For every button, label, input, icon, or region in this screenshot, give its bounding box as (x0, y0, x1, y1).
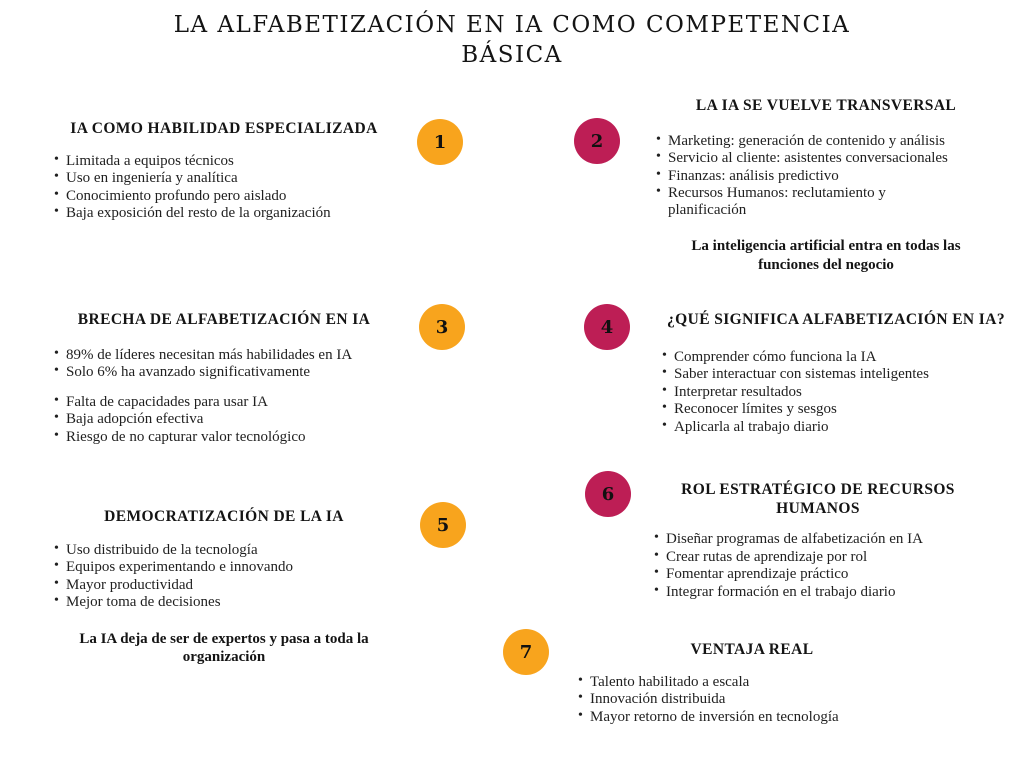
bullet-item: • Baja exposición del resto de la organización (54, 205, 400, 222)
section-heading: ROL ESTRATÉGICO DE RECURSOS HUMANOS (681, 481, 955, 517)
section-que-significa-alfabetizacion (656, 311, 1016, 436)
bullet-item: • Saber interactuar con sistemas inteligentes (662, 366, 1016, 383)
bullet-item: • Crear rutas de aprendizaje por rol (654, 549, 988, 566)
bullet-list (650, 133, 1002, 219)
bullet-item: • Conocimiento profundo pero aislado (54, 188, 400, 205)
page-title: LA ALFABETIZACIÓN EN IA COMO COMPETENCIA BÁSICA (173, 12, 851, 69)
bullet-item: • Uso en ingeniería y analítica (54, 170, 400, 187)
step-badge-5 (420, 502, 466, 548)
bullet-item: • Integrar formación en el trabajo diario (654, 584, 988, 601)
bullet-item: • Comprender cómo funciona la IA (662, 349, 1016, 366)
section-brecha-alfabetizacion (48, 311, 400, 446)
bullet-list (48, 153, 400, 222)
step-badge-3 (419, 304, 465, 350)
step-badge-2 (574, 118, 620, 164)
section-footer-note: La IA deja de ser de expertos y pasa a toda la organización (79, 630, 369, 666)
bullet-item: • Riesgo de no capturar valor tecnológico (54, 429, 400, 446)
step-badge-1 (417, 119, 463, 165)
section-heading: IA COMO HABILIDAD ESPECIALIZADA (70, 120, 378, 137)
bullet-item: • Recursos Humanos: reclutamiento y planificación (656, 185, 916, 218)
bullet-list (656, 349, 1016, 436)
section-ventaja-real (572, 641, 932, 726)
bullet-item: • Fomentar aprendizaje práctico (654, 566, 988, 583)
bullet-item: • Falta de capacidades para usar IA (54, 394, 400, 411)
step-badge-7 (503, 629, 549, 675)
bullet-item: • Equipos experimentando e innovando (54, 559, 400, 576)
bullet-list (48, 542, 400, 611)
step-number: 1 (433, 131, 447, 153)
bullet-item: • Interpretar resultados (662, 384, 1016, 401)
section-heading: ¿QUÉ SIGNIFICA ALFABETIZACIÓN EN IA? (667, 311, 1005, 328)
section-footer-note: La inteligencia artificial entra en todas las funciones del negocio (691, 238, 961, 273)
section-democratizacion-ia (48, 508, 400, 667)
step-number: 7 (519, 641, 533, 663)
step-number: 4 (600, 316, 614, 338)
bullet-list (648, 531, 988, 600)
bullet-item: • Finanzas: análisis predictivo (656, 168, 1002, 185)
bullet-item: • Aplicarla al trabajo diario (662, 419, 1016, 436)
section-ia-habilidad-especializada (48, 120, 400, 223)
bullet-item: • Mayor retorno de inversión en tecnología (578, 709, 932, 726)
bullet-item: • Talento habilitado a escala (578, 674, 932, 691)
bullet-item: • Uso distribuido de la tecnología (54, 542, 400, 559)
bullet-list (48, 347, 400, 381)
step-number: 3 (435, 316, 449, 338)
section-ia-transversal (650, 97, 1002, 275)
section-heading: DEMOCRATIZACIÓN DE LA IA (104, 508, 344, 525)
section-heading: VENTAJA REAL (690, 641, 814, 658)
step-badge-4 (584, 304, 630, 350)
step-number: 6 (601, 483, 615, 505)
bullet-item: • 89% de líderes necesitan más habilidades en IA (54, 347, 378, 364)
bullet-item: • Solo 6% ha avanzado significativamente (54, 364, 400, 381)
bullet-item: • Mejor toma de decisiones (54, 594, 400, 611)
bullet-item: • Baja adopción efectiva (54, 411, 400, 428)
step-badge-6 (585, 471, 631, 517)
step-number: 5 (436, 514, 450, 536)
bullet-list-secondary (48, 394, 400, 446)
bullet-item: • Innovación distribuida (578, 691, 932, 708)
bullet-item: • Servicio al cliente: asistentes conversacionales (656, 150, 1002, 167)
bullet-item: • Mayor productividad (54, 577, 400, 594)
bullet-item: • Limitada a equipos técnicos (54, 153, 400, 170)
section-heading: LA IA SE VUELVE TRANSVERSAL (695, 97, 957, 114)
bullet-list (572, 674, 932, 726)
bullet-item: • Diseñar programas de alfabetización en IA (654, 531, 988, 548)
section-heading: BRECHA DE ALFABETIZACIÓN EN IA (77, 311, 371, 328)
bullet-item: • Reconocer límites y sesgos (662, 401, 1016, 418)
section-rol-estrategico-rrhh (648, 481, 988, 601)
bullet-item: • Marketing: generación de contenido y análisis (656, 133, 1002, 150)
step-number: 2 (590, 130, 604, 152)
